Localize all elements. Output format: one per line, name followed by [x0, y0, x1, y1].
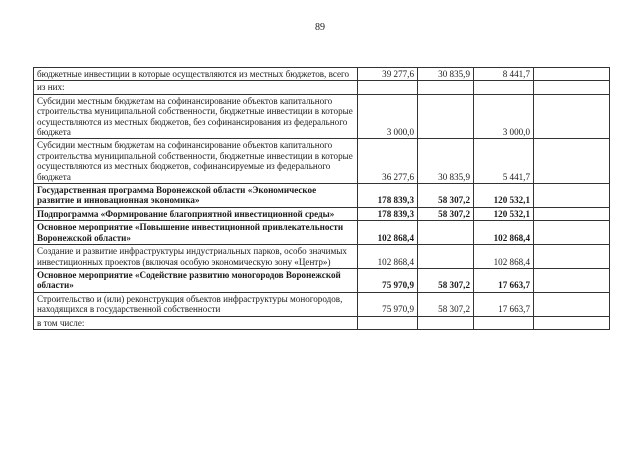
value-total	[358, 81, 418, 94]
value-empty	[534, 245, 610, 269]
row-label: Подпрограмма «Формирование благоприятной инвестиционной среды»	[34, 207, 358, 220]
value-federal: 30 835,9	[418, 139, 474, 184]
value-regional: 17 663,7	[474, 292, 534, 316]
value-regional: 3 000,0	[474, 94, 534, 139]
budget-table-body	[34, 68, 610, 330]
row-label: Строительство и (или) реконструкция объектов инфраструктуры моногородов, находящихся в государственной собственности	[34, 292, 358, 316]
row-label: в том числе:	[34, 316, 358, 329]
row-label: Основное мероприятие «Содействие развитию моногородов Воронежской области»	[34, 268, 358, 292]
value-empty	[534, 316, 610, 329]
value-total	[358, 316, 418, 329]
row-label: Субсидии местным бюджетам на софинансирование объектов капитального строительства муниципальной собственности, бюджетные инвестиции в которые осуществляются из местных бюджетов, без софинансирования из федерального бюджета	[34, 94, 358, 139]
value-total: 178 839,3	[358, 184, 418, 208]
table-row	[34, 68, 610, 81]
value-empty	[534, 268, 610, 292]
value-regional	[474, 316, 534, 329]
table-row	[34, 221, 610, 245]
value-federal	[418, 221, 474, 245]
row-label: Создание и развитие инфраструктуры индустриальных парков, особо значимых инвестиционных проектов (включая особую экономическую зону «Центр»)	[34, 245, 358, 269]
value-empty	[534, 184, 610, 208]
table-row	[34, 292, 610, 316]
value-regional: 8 441,7	[474, 68, 534, 81]
value-federal	[418, 94, 474, 139]
budget-table	[33, 67, 610, 330]
value-federal: 30 835,9	[418, 68, 474, 81]
value-total: 75 970,9	[358, 292, 418, 316]
value-empty	[534, 68, 610, 81]
value-empty	[534, 81, 610, 94]
table-row	[34, 207, 610, 220]
value-federal: 58 307,2	[418, 184, 474, 208]
row-label: бюджетные инвестиции в которые осуществляются из местных бюджетов, всего	[34, 68, 358, 81]
table-row	[34, 139, 610, 184]
value-total: 39 277,6	[358, 68, 418, 81]
value-federal	[418, 81, 474, 94]
value-regional	[474, 81, 534, 94]
value-regional: 17 663,7	[474, 268, 534, 292]
value-regional: 5 441,7	[474, 139, 534, 184]
value-regional: 120 532,1	[474, 207, 534, 220]
table-row	[34, 94, 610, 139]
page-number: 89	[315, 22, 325, 33]
value-total: 102 868,4	[358, 245, 418, 269]
value-empty	[534, 221, 610, 245]
value-empty	[534, 292, 610, 316]
value-regional: 120 532,1	[474, 184, 534, 208]
value-empty	[534, 139, 610, 184]
value-federal: 58 307,2	[418, 207, 474, 220]
table-row	[34, 245, 610, 269]
table-row	[34, 81, 610, 94]
value-empty	[534, 207, 610, 220]
table-row	[34, 268, 610, 292]
value-total: 36 277,6	[358, 139, 418, 184]
value-total: 75 970,9	[358, 268, 418, 292]
value-total: 3 000,0	[358, 94, 418, 139]
row-label: Основное мероприятие «Повышение инвестиционной привлекательности Воронежской области»	[34, 221, 358, 245]
value-federal	[418, 245, 474, 269]
row-label: Государственная программа Воронежской области «Экономическое развитие и инновационная экономика»	[34, 184, 358, 208]
value-total: 102 868,4	[358, 221, 418, 245]
value-federal: 58 307,2	[418, 292, 474, 316]
value-federal	[418, 316, 474, 329]
value-federal: 58 307,2	[418, 268, 474, 292]
table-row	[34, 316, 610, 329]
table-row	[34, 184, 610, 208]
value-regional: 102 868,4	[474, 221, 534, 245]
value-regional: 102 868,4	[474, 245, 534, 269]
row-label: из них:	[34, 81, 358, 94]
value-empty	[534, 94, 610, 139]
row-label: Субсидии местным бюджетам на софинансирование объектов капитального строительства муниципальной собственности, бюджетные инвестиции в которые осуществляются из местных бюджетов, софинансируемые из федерального бюджета	[34, 139, 358, 184]
value-total: 178 839,3	[358, 207, 418, 220]
